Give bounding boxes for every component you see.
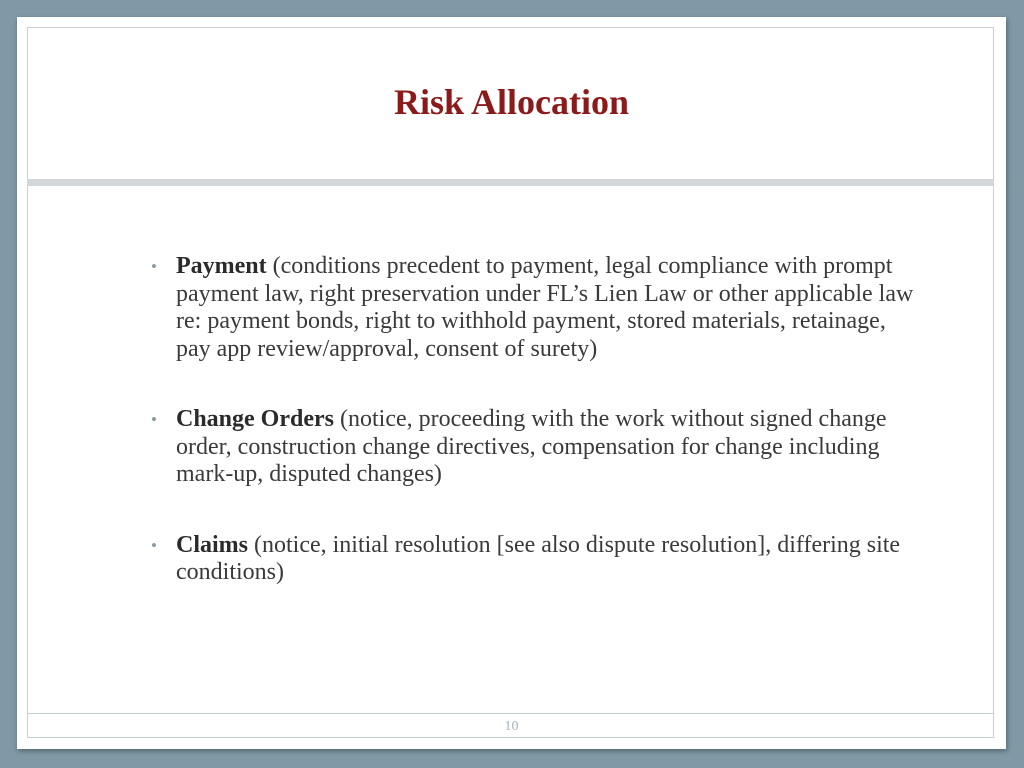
page-number: 10: [504, 719, 519, 734]
bullet-list: [147, 253, 917, 630]
bullet-term: Payment: [176, 253, 267, 279]
bullet-icon: •: [151, 257, 157, 276]
bullet-term: Claims: [176, 531, 248, 558]
bullet-claims: [147, 532, 917, 587]
slide-title: Risk Allocation: [393, 82, 630, 122]
bullet-text: (notice, initial resolution [see also dispute resolution], differing site conditions): [176, 531, 901, 585]
bullet-icon: •: [151, 410, 157, 429]
bullet-text: (notice, proceeding with the work without signed change order, construction change directives, compensation for change including mark-up, disputed changes): [176, 406, 887, 487]
slide: [17, 17, 1006, 749]
footer-divider: [27, 713, 994, 714]
bullet-change-orders: [147, 406, 917, 489]
bullet-term: Change Orders: [176, 406, 334, 432]
bullet-payment: [147, 253, 917, 363]
bullet-text: (conditions precedent to payment, legal compliance with prompt payment law, right preservation under FL’s Lien Law or other applicable law re: payment bonds, right to withhold payment, stored materials, retainage, pay app review/approval, consent of surety): [176, 253, 914, 362]
bullet-icon: •: [151, 535, 157, 555]
title-divider: [27, 179, 994, 186]
